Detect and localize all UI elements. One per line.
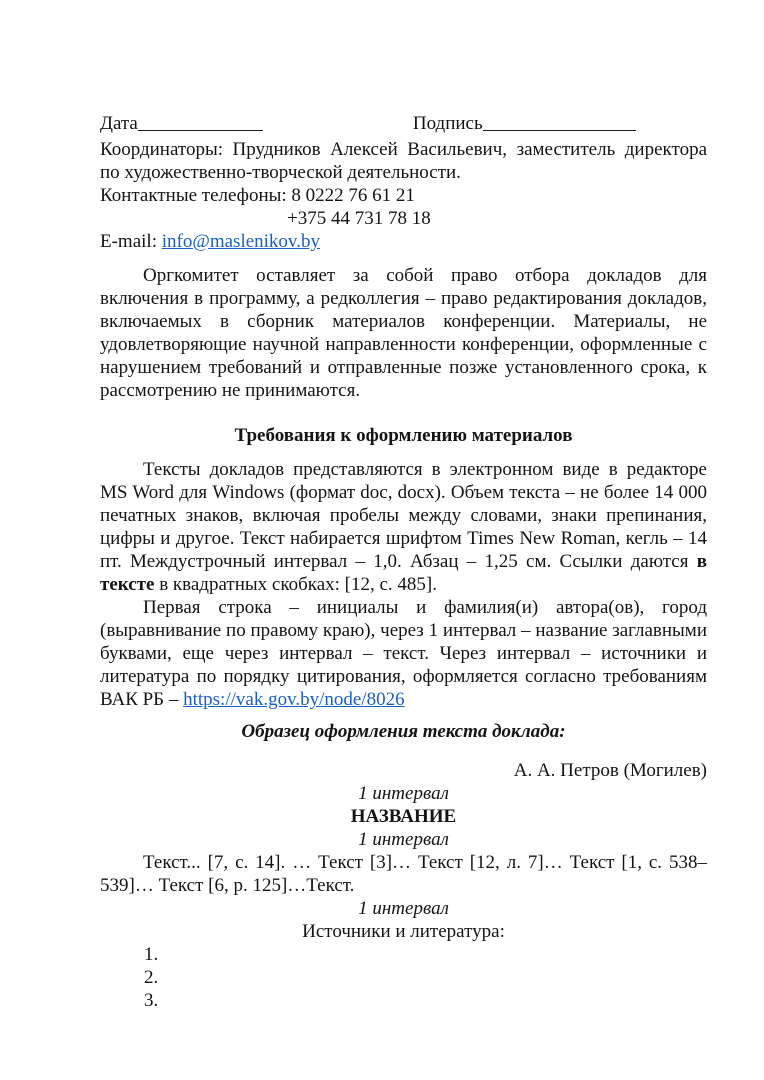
list-item: 2. [144, 967, 159, 988]
sample-heading: Образец оформления текста доклада: [241, 721, 566, 742]
date-signature-row [100, 112, 707, 135]
email-line [100, 230, 707, 253]
signature-label: Подпись [412, 113, 483, 134]
requirements-p2-text: Первая строка – инициалы и фамилия(и) автора(ов), город (выравнивание по правому краю), через 1 интервал – название заглавными буквами, еще через интервал – текст. Через интервал – источники и литература по порядку цитирования, оформляется согласно требованиям ВАК РБ – [100, 597, 707, 710]
requirements-p1-tail: в квадратных скобках: [12, с. 485]. [154, 574, 438, 595]
interval-note-1: 1 интервал [358, 783, 449, 804]
email-link[interactable]: info@maslenikov.by [161, 231, 320, 252]
sample-title: НАЗВАНИЕ [350, 806, 457, 827]
contact-phones-line [100, 184, 707, 207]
requirements-p1-bold-phrase: в тексте [100, 551, 707, 595]
date-label: Дата [100, 113, 138, 134]
phone-primary: 8 0222 76 61 21 [291, 185, 415, 206]
sample-author-line: А. А. Петров (Могилев) [513, 760, 707, 781]
date-fill-line [138, 128, 263, 131]
phone-secondary-line: +375 44 731 78 18 [287, 208, 431, 229]
sources-heading: Источники и литература: [302, 921, 505, 942]
sample-body-paragraph: Текст... [7, с. 14]. … Текст [3]… Текст [12, л. 7]… Текст [1, с. 538–539]… Текст [6, р. 125]…Текст. [100, 852, 707, 896]
signature-group [413, 112, 636, 135]
first-line-rules-paragraph [100, 596, 707, 711]
list-item: 3. [144, 990, 159, 1011]
sources-list [100, 943, 707, 1012]
interval-note-2: 1 интервал [358, 829, 449, 850]
contacts-block [100, 138, 707, 253]
requirements-heading: Требования к оформлению материалов [234, 425, 573, 446]
orgcommittee-paragraph: Оргкомитет оставляет за собой право отбора докладов для включения в программу, а редколлегия – право редактирования докладов, включаемых в сборник материалов конференции. Материалы, не удовлетворяющие научной направленности конференции, оформленные с нарушением требований и отправленные позже установленного срока, к рассмотрению не принимаются. [100, 265, 707, 401]
vak-link[interactable]: https://vak.gov.by/node/8026 [183, 689, 405, 710]
signature-fill-line [483, 128, 636, 131]
list-item: 1. [144, 944, 159, 965]
phones-label: Контактные телефоны: [100, 185, 292, 206]
coordinators-paragraph: Координаторы: Прудников Алексей Васильевич, заместитель директора по художественно-творческой деятельности. [100, 139, 707, 183]
format-requirements-paragraph [100, 458, 707, 596]
email-label: E-mail: [100, 231, 157, 252]
interval-note-3: 1 интервал [358, 898, 449, 919]
requirements-p1-text: Тексты докладов представляются в электронном виде в редакторе MS Word для Windows (формат doc, docx). Объем текста – не более 14 000 печатных знаков, включая пробелы между словами, знаки препинания, цифры и другое. Текст набирается шрифтом Times New Roman, кегль – 14 пт. Междустрочный интервал – 1,0. Абзац – 1,25 см. Ссылки даются [100, 459, 707, 572]
